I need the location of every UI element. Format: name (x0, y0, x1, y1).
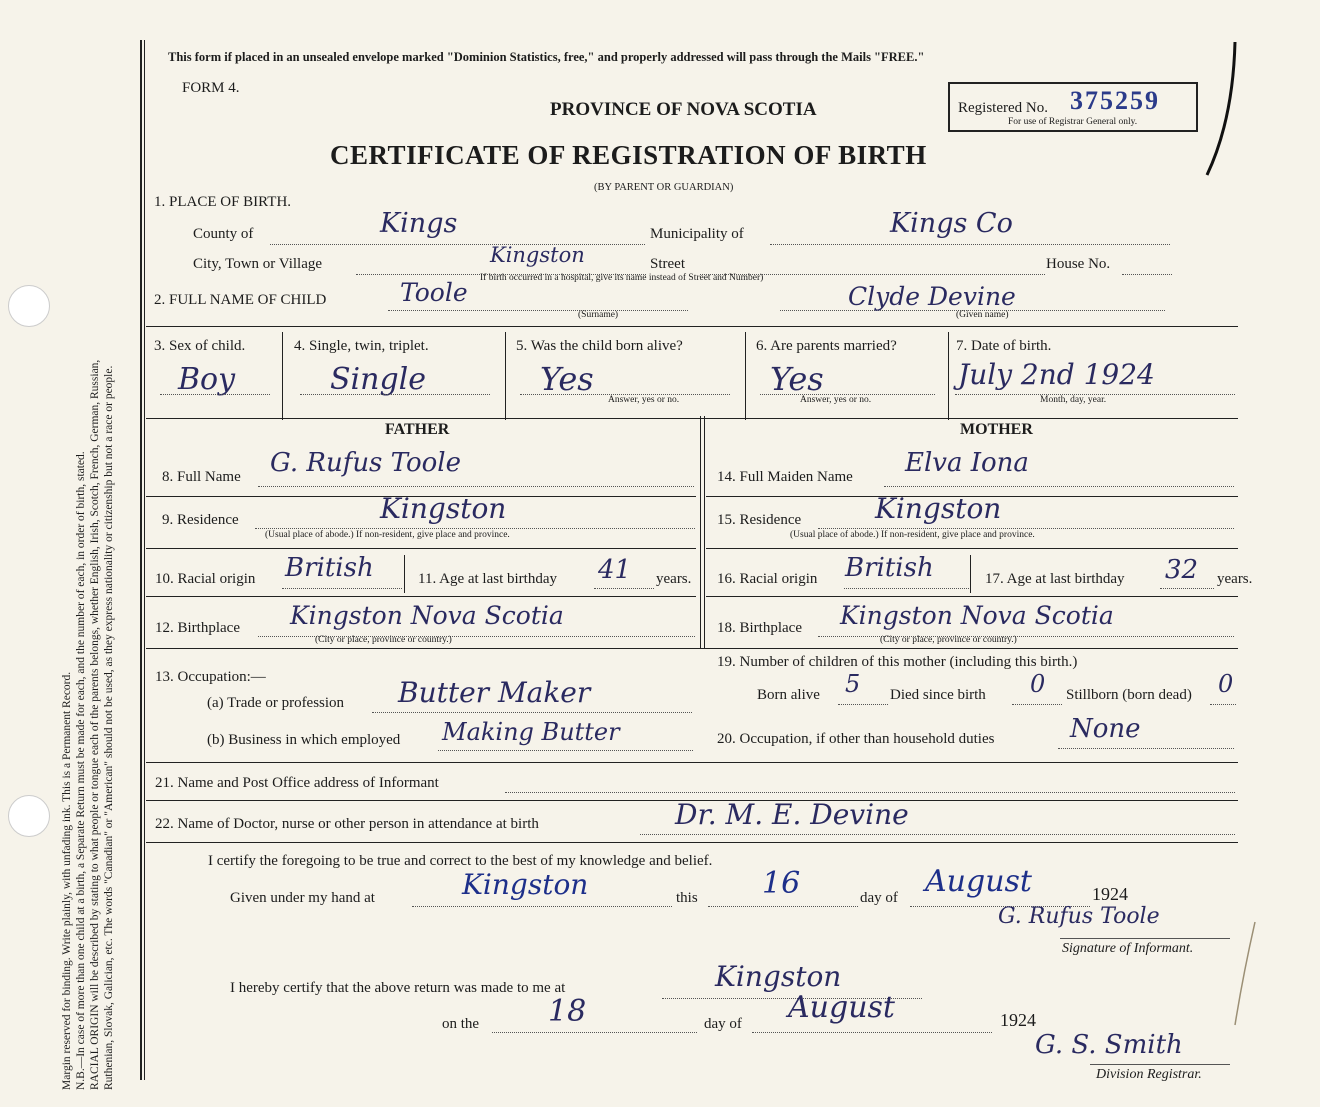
mail-note: This form if placed in an unsealed envelope marked "Dominion Statistics, free," and properly addressed will pass through the Mails "FREE." (168, 50, 925, 64)
father-age-label: 11. Age at last birthday (418, 571, 557, 587)
mother-name-value: Elva Iona (905, 448, 1029, 478)
certification-month-value: August (925, 864, 1032, 899)
mother-heading: MOTHER (960, 421, 1033, 438)
given-place-value: Kingston (462, 868, 589, 901)
province-title: PROVINCE OF NOVA SCOTIA (550, 99, 817, 120)
child-given-value: Clyde Devine (848, 282, 1016, 311)
married-caption: Answer, yes or no. (800, 395, 872, 405)
date-value: July 2nd 1924 (958, 358, 1155, 391)
father-residence-label: 9. Residence (162, 512, 239, 528)
mother-residence-value: Kingston (875, 492, 1002, 525)
father-age-unit: years. (656, 571, 692, 587)
father-racial-label: 10. Racial origin (155, 571, 256, 587)
hospital-note: If birth occurred in a hospital, give its name instead of Street and Number) (480, 273, 764, 283)
county-value: Kings (380, 208, 458, 239)
informant-signature: G. Rufus Toole (998, 904, 1160, 929)
registrar-day-of-label: day of (704, 1016, 742, 1032)
father-birthplace-caption: (City or place, province or country.) (315, 635, 452, 645)
given-label: Given under my hand at (230, 890, 375, 906)
street-label: Street (650, 256, 685, 272)
house-label: House No. (1046, 256, 1111, 272)
registrar-place-value: Kingston (715, 960, 842, 993)
registrar-year-value: 1924 (1000, 1010, 1036, 1030)
registered-label: Registered No. (958, 100, 1048, 116)
stillborn-label: Stillborn (born dead) (1066, 687, 1192, 703)
margin-note-line-3: RACIAL ORIGIN will be described by stating to what people or tongue each of the parents belongs, whether English, Irish, Scotch, French, German, Russian, (89, 359, 101, 1090)
margin-note (60, 360, 116, 1090)
married-label: 6. Are parents married? (756, 338, 897, 354)
mother-occupation-label: 20. Occupation, if other than household duties (717, 731, 995, 747)
child-name-label: 2. FULL NAME OF CHILD (154, 292, 327, 308)
child-surname-value: Toole (400, 278, 468, 307)
municipality-value: Kings Co (890, 208, 1013, 239)
mother-residence-caption: (Usual place of abode.) If non-resident, give place and province. (790, 530, 1035, 540)
given-caption: (Given name) (956, 310, 1009, 320)
registrar-statement: I hereby certify that the above return was made to me at (230, 980, 566, 996)
date-caption: Month, day, year. (1040, 395, 1107, 405)
place-of-birth-heading: 1. PLACE OF BIRTH. (154, 194, 292, 210)
married-value: Yes (770, 360, 824, 398)
this-label: this (676, 890, 698, 906)
father-trade-value: Butter Maker (398, 676, 591, 709)
surname-caption: (Surname) (578, 310, 619, 320)
registrar-day-value: 18 (548, 994, 587, 1029)
died-label: Died since birth (890, 687, 986, 703)
alive-value: Yes (540, 360, 594, 398)
plurality-value: Single (330, 362, 427, 397)
father-name-value: G. Rufus Toole (270, 448, 462, 478)
mother-birthplace-label: 18. Birthplace (717, 620, 802, 636)
mother-racial-value: British (845, 553, 934, 583)
born-alive-label: Born alive (757, 687, 820, 703)
mother-birthplace-caption: (City or place, province or country.) (880, 635, 1017, 645)
mother-age-unit: years. (1217, 571, 1253, 587)
certificate-subtitle: (BY PARENT OR GUARDIAN) (594, 182, 734, 193)
born-alive-value: 5 (845, 670, 861, 698)
city-label: City, Town or Village (193, 256, 323, 272)
alive-caption: Answer, yes or no. (608, 395, 680, 405)
municipality-label: Municipality of (650, 226, 744, 242)
margin-note-line-4: Ruthenian, Slovak, Galician, etc. The words "Canadian" or "American" should not be used, as they express nationality or citizenship but not a race or people. (103, 365, 115, 1090)
certification-day-value: 16 (762, 866, 801, 901)
father-occupation-label: 13. Occupation:— (155, 669, 266, 685)
on-the-label: on the (442, 1016, 480, 1032)
doctor-value: Dr. M. E. Devine (675, 798, 909, 831)
registrar-month-value: August (788, 990, 895, 1025)
margin-rule (140, 40, 142, 1080)
mother-residence-label: 15. Residence (717, 512, 802, 528)
margin-note-line-2: N.B.—In case of more than one child at a birth, a Separate Return must be made for each, and the number of each, in order of birth, stated. (75, 451, 87, 1090)
certificate-title: CERTIFICATE OF REGISTRATION OF BIRTH (330, 140, 927, 170)
stillborn-value: 0 (1218, 670, 1234, 698)
mother-age-value: 32 (1165, 555, 1199, 585)
paper-crease (1225, 920, 1265, 1030)
registrar-signature-caption: Division Registrar. (1096, 1067, 1202, 1082)
father-birthplace-label: 12. Birthplace (155, 620, 240, 636)
margin-note-line-1: Margin reserved for binding. Write plainly, with unfading ink. This is a Permanent Record. (61, 671, 73, 1090)
registrar-signature: G. S. Smith (1035, 1030, 1183, 1060)
rule-parents-top (146, 418, 1238, 419)
registrar-note: For use of Registrar General only. (1008, 117, 1138, 127)
doctor-label: 22. Name of Doctor, nurse or other person in attendance at birth (155, 816, 539, 832)
father-age-value: 41 (598, 555, 632, 585)
rule-child-details-top (146, 326, 1238, 327)
father-trade-label: (a) Trade or profession (207, 695, 345, 711)
father-birthplace-value: Kingston Nova Scotia (290, 601, 564, 630)
sex-label: 3. Sex of child. (154, 338, 246, 354)
mother-racial-label: 16. Racial origin (717, 571, 818, 587)
father-business-value: Making Butter (442, 718, 620, 746)
father-business-label: (b) Business in which employed (207, 732, 401, 748)
informant-signature-caption: Signature of Informant. (1062, 941, 1194, 956)
mother-occupation-value: None (1070, 714, 1141, 744)
informant-label: 21. Name and Post Office address of Informant (155, 775, 439, 791)
mother-children-label: 19. Number of children of this mother (including this birth.) (717, 654, 1078, 670)
registered-number: 375259 (1070, 86, 1160, 115)
form-number: FORM 4. (182, 80, 240, 96)
ink-slash-mark (1195, 40, 1245, 180)
mother-birthplace-value: Kingston Nova Scotia (840, 601, 1114, 630)
binding-hole-top (8, 285, 50, 327)
day-of-label: day of (860, 890, 898, 906)
certification-statement: I certify the foregoing to be true and correct to the best of my knowledge and belief. (208, 853, 713, 869)
certification-year-value: 1924 (1092, 884, 1128, 904)
county-label: County of (193, 226, 254, 242)
mother-name-label: 14. Full Maiden Name (717, 469, 853, 485)
plurality-label: 4. Single, twin, triplet. (294, 338, 429, 354)
father-residence-value: Kingston (380, 492, 507, 525)
margin-rule-2 (144, 40, 145, 1080)
binding-hole-bottom (8, 795, 50, 837)
sex-value: Boy (178, 362, 236, 397)
father-name-label: 8. Full Name (162, 469, 241, 485)
alive-label: 5. Was the child born alive? (516, 338, 683, 354)
father-heading: FATHER (385, 421, 450, 438)
date-label: 7. Date of birth. (956, 338, 1052, 354)
mother-age-label: 17. Age at last birthday (985, 571, 1125, 587)
died-value: 0 (1030, 670, 1046, 698)
father-racial-value: British (285, 553, 374, 583)
city-value: Kingston (490, 243, 585, 267)
father-residence-caption: (Usual place of abode.) If non-resident, give place and province. (265, 530, 510, 540)
